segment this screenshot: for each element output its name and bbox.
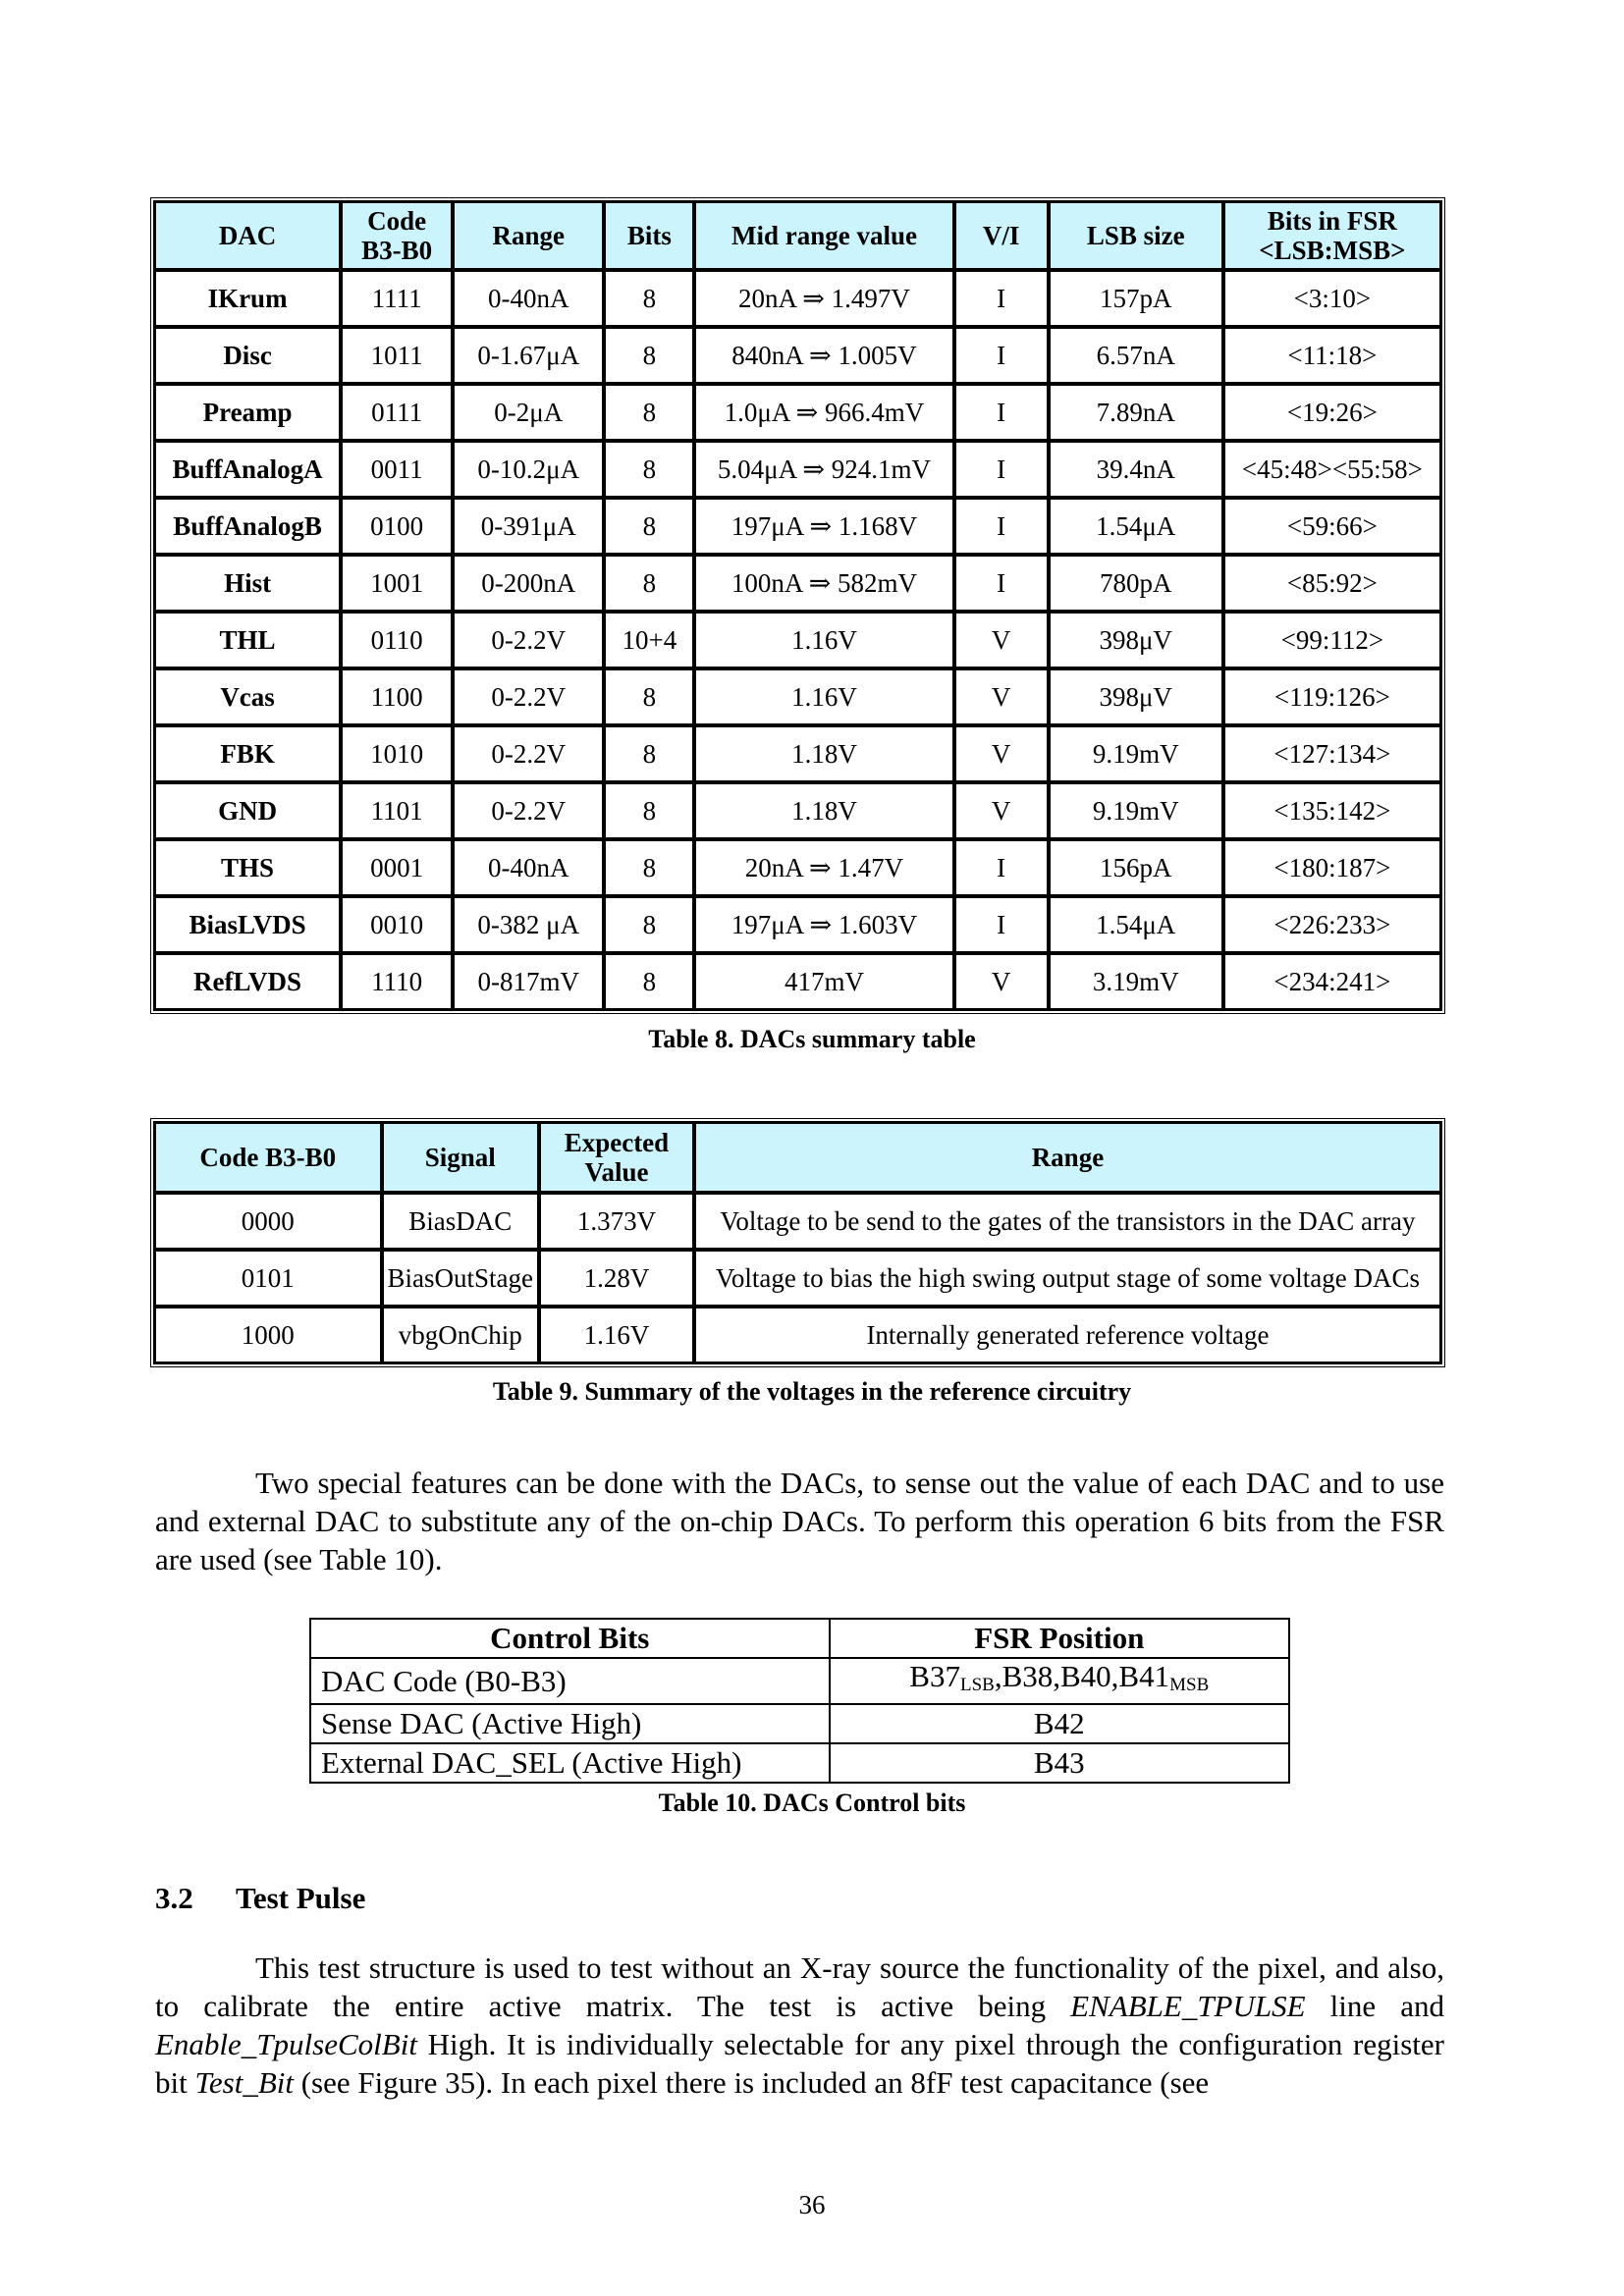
table-cell: V: [954, 782, 1049, 839]
table-cell: 20nA ⇒ 1.47V: [694, 839, 953, 896]
table-row: [310, 1704, 1289, 1743]
table-cell: <127:134>: [1223, 725, 1441, 782]
table-row: [154, 498, 1441, 555]
table-row: [154, 384, 1441, 441]
column-header: Mid range value: [694, 201, 953, 270]
table-cell: 8: [604, 782, 694, 839]
column-header: Code B3-B0: [154, 1122, 382, 1193]
table-cell: 8: [604, 327, 694, 384]
dac-control-bits-table: [309, 1618, 1290, 1784]
signal-name: Enable_TpulseColBit: [155, 2027, 417, 2061]
column-header: Control Bits: [310, 1619, 830, 1658]
dac-name-cell: Hist: [154, 555, 341, 612]
table-cell: <85:92>: [1223, 555, 1441, 612]
column-header: FSR Position: [830, 1619, 1289, 1658]
table-row: [154, 555, 1441, 612]
table-cell: <59:66>: [1223, 498, 1441, 555]
table-cell: 157pA: [1049, 270, 1223, 327]
table-cell: 1.28V: [539, 1250, 694, 1307]
dacs-table-body: [154, 270, 1441, 1010]
table-cell: 1.0μA ⇒ 966.4mV: [694, 384, 953, 441]
dac-name-cell: Vcas: [154, 668, 341, 725]
dac-name-cell: BuffAnalogA: [154, 441, 341, 498]
table-cell: 1.18V: [694, 725, 953, 782]
table-cell: 1.373V: [539, 1193, 694, 1250]
table-cell: 8: [604, 668, 694, 725]
table-cell: 197μA ⇒ 1.603V: [694, 896, 953, 953]
paragraph-text: High. It is individually selectable for any pixel through the configuration register bit: [155, 2027, 1444, 2100]
table-cell: I: [954, 270, 1049, 327]
table-cell: <3:10>: [1223, 270, 1441, 327]
table-cell: 0-817mV: [453, 953, 604, 1010]
table-row: [154, 725, 1441, 782]
table-cell: 840nA ⇒ 1.005V: [694, 327, 953, 384]
table-cell: 417mV: [694, 953, 953, 1010]
table-cell: 0-200nA: [453, 555, 604, 612]
table-cell: 0001: [341, 839, 453, 896]
table-cell: 8: [604, 384, 694, 441]
dac-name-cell: FBK: [154, 725, 341, 782]
table-cell: 8: [604, 896, 694, 953]
table-cell: 0-2.2V: [453, 725, 604, 782]
table-cell: DAC Code (B0-B3): [310, 1658, 830, 1704]
table-cell: 0110: [341, 612, 453, 668]
paragraph-test-pulse: [155, 1949, 1444, 2102]
table-cell: 20nA ⇒ 1.497V: [694, 270, 953, 327]
table-cell: 156pA: [1049, 839, 1223, 896]
section-number: 3.2: [155, 1881, 193, 1915]
lsb-subscript: LSB: [959, 1675, 995, 1695]
table-cell: 1.54μA: [1049, 896, 1223, 953]
table-cell: I: [954, 555, 1049, 612]
reference-table-body: [154, 1193, 1441, 1363]
table-cell: I: [954, 441, 1049, 498]
table-cell: I: [954, 896, 1049, 953]
table-row: [154, 839, 1441, 896]
dac-name-cell: RefLVDS: [154, 953, 341, 1010]
signal-name: ENABLE_TPULSE: [1070, 1989, 1306, 2023]
table-cell: 1100: [341, 668, 453, 725]
table-cell: 9.19mV: [1049, 782, 1223, 839]
table-cell: <19:26>: [1223, 384, 1441, 441]
table-cell: External DAC_SEL (Active High): [310, 1743, 830, 1783]
table-row: [154, 1250, 1441, 1307]
table-cell: BiasDAC: [382, 1193, 540, 1250]
table-cell: 1.16V: [694, 612, 953, 668]
table-cell: V: [954, 953, 1049, 1010]
table-cell: 0-2.2V: [453, 612, 604, 668]
table-row: [310, 1743, 1289, 1783]
table-cell: 1000: [154, 1307, 382, 1363]
table-cell: Voltage to be send to the gates of the transistors in the DAC array: [694, 1193, 1441, 1250]
table-row: [154, 668, 1441, 725]
table-cell: 0-2μA: [453, 384, 604, 441]
column-header: Signal: [382, 1122, 540, 1193]
dac-name-cell: THS: [154, 839, 341, 896]
table-cell: 0-1.67μA: [453, 327, 604, 384]
table-cell: 8: [604, 953, 694, 1010]
table-row: [154, 327, 1441, 384]
dac-name-cell: IKrum: [154, 270, 341, 327]
table-cell: 8: [604, 725, 694, 782]
table-cell: 1011: [341, 327, 453, 384]
fsr-bit: B37: [909, 1659, 960, 1693]
table-cell: 5.04μA ⇒ 924.1mV: [694, 441, 953, 498]
table-cell: 8: [604, 839, 694, 896]
table-cell: <234:241>: [1223, 953, 1441, 1010]
table-row: [154, 896, 1441, 953]
table-cell: 10+4: [604, 612, 694, 668]
column-header: Bits in FSR <LSB:MSB>: [1223, 201, 1441, 270]
table-cell: 8: [604, 555, 694, 612]
table8-caption: Table 8. DACs summary table: [648, 1025, 976, 1053]
table-cell: 1110: [341, 953, 453, 1010]
dacs-summary-table: [150, 197, 1445, 1014]
table-cell: 780pA: [1049, 555, 1223, 612]
table-cell: 6.57nA: [1049, 327, 1223, 384]
dac-name-cell: THL: [154, 612, 341, 668]
table10-caption: Table 10. DACs Control bits: [658, 1789, 966, 1817]
table-cell: <135:142>: [1223, 782, 1441, 839]
table-cell: 39.4nA: [1049, 441, 1223, 498]
table-header-row: [154, 1122, 1441, 1193]
column-header: Range: [694, 1122, 1441, 1193]
table-cell: <226:233>: [1223, 896, 1441, 953]
reference-voltages-table: [150, 1118, 1445, 1367]
table-cell: 0000: [154, 1193, 382, 1250]
column-header: V/I: [954, 201, 1049, 270]
table-row: [154, 1307, 1441, 1363]
column-header: DAC: [154, 201, 341, 270]
table-cell: Internally generated reference voltage: [694, 1307, 1441, 1363]
table-cell: 0010: [341, 896, 453, 953]
table-cell: 0100: [341, 498, 453, 555]
table-cell: BiasOutStage: [382, 1250, 540, 1307]
table-cell: 1.16V: [539, 1307, 694, 1363]
table-cell: 197μA ⇒ 1.168V: [694, 498, 953, 555]
table-cell: 0-10.2μA: [453, 441, 604, 498]
table-cell: I: [954, 498, 1049, 555]
table-row: [310, 1658, 1289, 1704]
table-cell: 8: [604, 441, 694, 498]
table-cell: B42: [830, 1704, 1289, 1743]
table-cell: 100nA ⇒ 582mV: [694, 555, 953, 612]
table-cell: B43: [830, 1743, 1289, 1783]
paragraph-text: line and: [1305, 1989, 1444, 2023]
table-cell: I: [954, 384, 1049, 441]
table-cell: 0-391μA: [453, 498, 604, 555]
table-cell: Voltage to bias the high swing output stage of some voltage DACs: [694, 1250, 1441, 1307]
table-cell: 0-2.2V: [453, 782, 604, 839]
table-cell: 0111: [341, 384, 453, 441]
table-cell: 0-40nA: [453, 270, 604, 327]
table-cell: 1111: [341, 270, 453, 327]
column-header: Expected Value: [539, 1122, 694, 1193]
dac-name-cell: BiasLVDS: [154, 896, 341, 953]
table-cell: 1010: [341, 725, 453, 782]
table-cell: 0-2.2V: [453, 668, 604, 725]
table-row: [154, 441, 1441, 498]
table-row: [154, 953, 1441, 1010]
table-cell: Sense DAC (Active High): [310, 1704, 830, 1743]
table-row: [154, 782, 1441, 839]
table-cell: vbgOnChip: [382, 1307, 540, 1363]
table-header-row: [310, 1619, 1289, 1658]
page-number: 36: [798, 2190, 826, 2219]
paragraph-text: (see Figure 35). In each pixel there is included an 8fF test capacitance (see: [293, 2065, 1210, 2100]
column-header: LSB size: [1049, 201, 1223, 270]
paragraph-dac-features: [155, 1464, 1444, 1578]
table-cell: <119:126>: [1223, 668, 1441, 725]
fsr-bits: ,B38,B40,B41: [994, 1659, 1170, 1693]
table-cell: 0-382 μA: [453, 896, 604, 953]
table-row: [154, 270, 1441, 327]
table-cell: 1.18V: [694, 782, 953, 839]
signal-name: Test_Bit: [194, 2065, 294, 2100]
table-cell: 1.54μA: [1049, 498, 1223, 555]
table-header-row: [154, 201, 1441, 270]
table-cell: [830, 1658, 1289, 1704]
table-cell: 398μV: [1049, 668, 1223, 725]
table-cell: I: [954, 327, 1049, 384]
table-cell: <11:18>: [1223, 327, 1441, 384]
section-heading: [155, 1881, 365, 1916]
table-cell: <45:48><55:58>: [1223, 441, 1441, 498]
dac-name-cell: GND: [154, 782, 341, 839]
column-header: Bits: [604, 201, 694, 270]
table9-caption: Table 9. Summary of the voltages in the reference circuitry: [492, 1377, 1132, 1406]
table-row: [154, 1193, 1441, 1250]
table-cell: 1001: [341, 555, 453, 612]
table-cell: 0101: [154, 1250, 382, 1307]
table-cell: 398μV: [1049, 612, 1223, 668]
table-cell: <180:187>: [1223, 839, 1441, 896]
table-cell: I: [954, 839, 1049, 896]
table-cell: 1.16V: [694, 668, 953, 725]
table-cell: 3.19mV: [1049, 953, 1223, 1010]
dac-name-cell: BuffAnalogB: [154, 498, 341, 555]
table-cell: 8: [604, 270, 694, 327]
table-cell: 7.89nA: [1049, 384, 1223, 441]
table-cell: 1101: [341, 782, 453, 839]
table-cell: V: [954, 725, 1049, 782]
dac-name-cell: Preamp: [154, 384, 341, 441]
table-cell: 8: [604, 498, 694, 555]
msb-subscript: MSB: [1169, 1675, 1210, 1695]
section-title: Test Pulse: [236, 1881, 366, 1915]
column-header: Code B3-B0: [341, 201, 453, 270]
paragraph-text: This test structure is used to test without an X-ray source the functionality of the pixel, and also, to calibrate the entire active matrix. The test is active being: [155, 1950, 1444, 2023]
column-header: Range: [453, 201, 604, 270]
table-cell: 9.19mV: [1049, 725, 1223, 782]
table-cell: 0011: [341, 441, 453, 498]
table-cell: V: [954, 612, 1049, 668]
table-cell: <99:112>: [1223, 612, 1441, 668]
paragraph-text: Two special features can be done with the DACs, to sense out the value of each DAC and to use and external DAC to substitute any of the on-chip DACs. To perform this operation 6 bits from the FSR are used (see Table 10).: [155, 1466, 1444, 1576]
table-cell: 0-40nA: [453, 839, 604, 896]
dac-name-cell: Disc: [154, 327, 341, 384]
table-cell: V: [954, 668, 1049, 725]
table-row: [154, 612, 1441, 668]
